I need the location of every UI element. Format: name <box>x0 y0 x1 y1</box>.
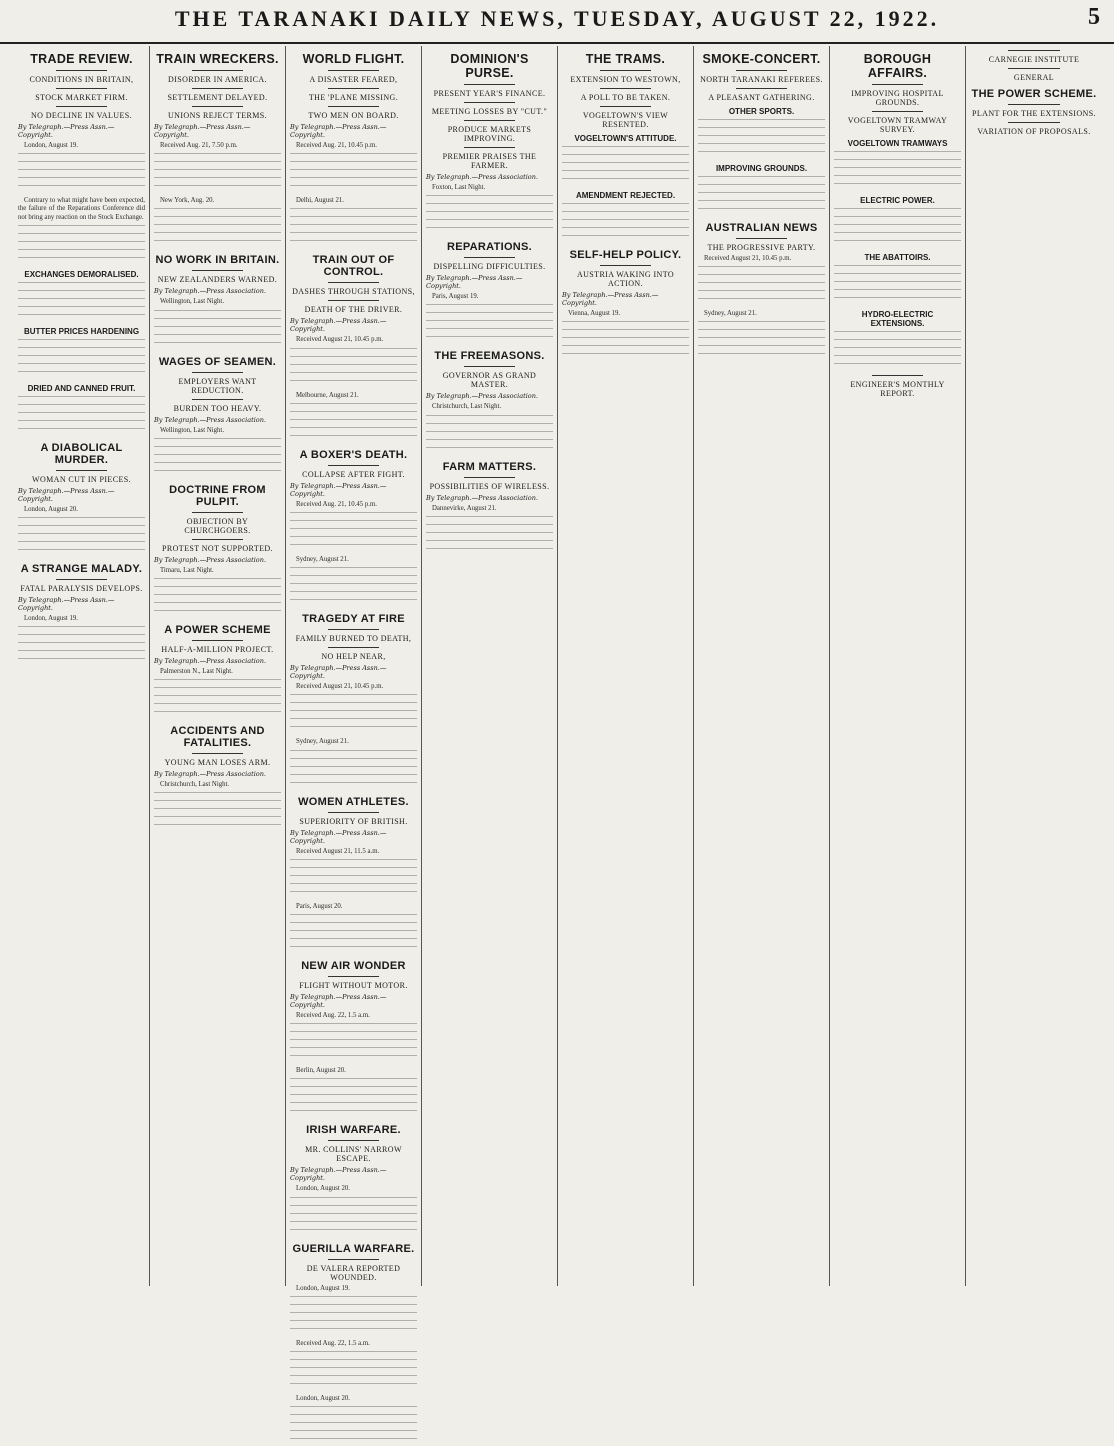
article-subhead: UNIONS REJECT TERMS. <box>167 111 268 120</box>
divider <box>600 70 651 71</box>
article-subhead: A PLEASANT GATHERING. <box>708 93 815 102</box>
article-subhead: FAMILY BURNED TO DEATH, <box>295 634 412 644</box>
article-dateline: By Telegraph.—Press Assn.—Copyright. <box>290 123 387 139</box>
body-text-lines <box>562 203 689 243</box>
article-subhead: AUSTRIA WAKING INTO ACTION. <box>576 270 675 288</box>
body-text-lines <box>18 225 145 265</box>
article <box>290 796 417 954</box>
body-text-lines <box>18 339 145 379</box>
divider <box>464 84 515 85</box>
article-paragraph: HYDRO-ELECTRIC EXTENSIONS. <box>861 310 934 328</box>
body-text-lines <box>426 304 553 344</box>
body-text-lines <box>290 567 417 607</box>
divider <box>1008 122 1059 123</box>
body-text-lines <box>18 153 145 193</box>
article-subhead: ENGINEER'S MONTHLY REPORT. <box>850 380 945 398</box>
article-subhead: WOMAN CUT IN PIECES. <box>32 474 131 484</box>
article-subhead: EMPLOYERS WANT REDUCTION. <box>178 376 257 395</box>
article-subhead: YOUNG MAN LOSES ARM. <box>164 758 271 768</box>
article-subhead: GENERAL <box>1013 73 1055 82</box>
article-headline: A DIABOLICAL MURDER. <box>40 441 123 466</box>
article-paragraph: Received August 21, 11.5 a.m. <box>296 847 380 855</box>
divider <box>192 270 243 271</box>
article-subhead: DE VALERA REPORTED WOUNDED. <box>306 1263 401 1282</box>
column-2 <box>150 46 286 1286</box>
body-text-lines <box>290 1406 417 1446</box>
article-paragraph: Vienna, August 19. <box>568 310 621 317</box>
body-text-lines <box>562 321 689 361</box>
article-subhead: VARIATION OF PROPOSALS. <box>977 127 1091 136</box>
body-text-lines <box>290 348 417 388</box>
divider <box>736 238 787 239</box>
article-paragraph: BUTTER PRICES HARDENING <box>23 326 140 336</box>
article-headline: A STRANGE MALADY. <box>20 563 143 576</box>
article-subhead: STOCK MARKET FIRM. <box>35 93 128 102</box>
article <box>834 52 961 371</box>
body-text-lines <box>18 517 145 557</box>
body-text-lines <box>834 331 961 371</box>
article <box>154 356 281 478</box>
article-paragraph: Received August 21, 10.45 p.m. <box>704 255 792 262</box>
masthead <box>0 0 1114 44</box>
article-headline: DOMINION'S PURSE. <box>450 52 529 80</box>
column-8 <box>966 46 1102 1286</box>
divider <box>192 539 243 540</box>
article-subhead: A POLL TO BE TAKEN. <box>580 93 671 102</box>
body-text-lines <box>698 176 825 216</box>
article-paragraph: Sydney, August 21. <box>296 556 349 564</box>
article-subhead: NEW ZEALANDERS WARNED. <box>157 275 278 285</box>
body-text-lines <box>834 151 961 191</box>
article-dateline: By Telegraph.—Press Assn.—Copyright. <box>290 664 387 681</box>
article-subhead: SETTLEMENT DELAYED. <box>167 93 268 102</box>
article-headline: A POWER SCHEME <box>164 624 271 637</box>
article-subhead: EXTENSION TO WESTOWN, <box>570 75 681 84</box>
article-subhead: DASHES THROUGH STATIONS, <box>292 287 415 297</box>
article <box>426 241 553 344</box>
divider <box>192 512 243 513</box>
body-text-lines <box>290 208 417 248</box>
article <box>18 563 145 666</box>
article-subhead: FATAL PARALYSIS DEVELOPS. <box>20 584 143 594</box>
article-subhead: BURDEN TOO HEAVY. <box>173 403 262 413</box>
divider <box>192 640 243 641</box>
divider <box>1008 50 1059 51</box>
body-text-lines <box>290 750 417 790</box>
divider <box>328 465 379 466</box>
article-headline: A BOXER'S DEATH. <box>299 448 408 461</box>
article-paragraph: EXCHANGES DEMORALISED. <box>24 269 139 279</box>
body-text-lines <box>154 438 281 478</box>
article-headline: NEW AIR WONDER <box>301 960 406 973</box>
article-paragraph: Sydney, August 21. <box>296 738 349 746</box>
body-text-lines <box>18 282 145 322</box>
article <box>290 613 417 789</box>
body-text-lines <box>290 512 417 552</box>
body-text-lines <box>290 859 417 899</box>
body-text-lines <box>154 208 281 248</box>
body-text-lines <box>154 679 281 719</box>
body-text-lines <box>562 146 689 186</box>
article <box>426 52 553 235</box>
article <box>698 222 825 361</box>
article-paragraph: London, August 19. <box>24 142 78 149</box>
column-4 <box>422 46 558 1286</box>
article <box>426 461 553 556</box>
body-text-lines <box>154 578 281 618</box>
divider <box>192 70 243 71</box>
article-dateline: By Telegraph.—Press Association. <box>154 415 266 424</box>
article-paragraph: Wellington, Last Night. <box>160 298 225 306</box>
article-subhead: SUPERIORITY OF BRITISH. <box>299 816 408 826</box>
article-paragraph: London, August 20. <box>296 1185 350 1193</box>
article <box>18 442 145 557</box>
article-headline: IRISH WARFARE. <box>306 1124 401 1137</box>
body-text-lines <box>426 516 553 556</box>
article-subhead: GOVERNOR AS GRAND MASTER. <box>442 371 537 390</box>
article-headline: WAGES OF SEAMEN. <box>158 355 277 368</box>
divider <box>192 372 243 373</box>
article-paragraph: Palmerston N., Last Night. <box>160 668 233 676</box>
article-paragraph: Berlin, August 20. <box>296 1067 346 1075</box>
article-paragraph: ELECTRIC POWER. <box>860 196 935 205</box>
column-6 <box>694 46 830 1286</box>
article-paragraph: Timaru, Last Night. <box>160 566 214 574</box>
article <box>290 1124 417 1236</box>
divider <box>600 265 651 266</box>
article <box>154 52 281 248</box>
article <box>154 624 281 719</box>
article-subhead: IMPROVING HOSPITAL GROUNDS. <box>851 89 944 107</box>
article-paragraph: Received Aug. 22, 1.5 a.m. <box>296 1012 370 1020</box>
divider <box>872 375 923 376</box>
body-text-lines <box>290 694 417 734</box>
divider <box>464 147 515 148</box>
article-paragraph: IMPROVING GROUNDS. <box>715 164 808 173</box>
divider <box>192 399 243 400</box>
divider <box>600 106 651 107</box>
body-text-lines <box>698 119 825 159</box>
article-headline: WOMEN ATHLETES. <box>298 795 409 808</box>
article-dateline: By Telegraph.—Press Assn.—Copyright. <box>18 123 115 139</box>
body-text-lines <box>290 1078 417 1118</box>
article-paragraph: Christchurch, Last Night. <box>160 781 230 789</box>
article-paragraph: AMENDMENT REJECTED. <box>575 191 676 200</box>
article-paragraph: Received Aug. 21, 10.45 p.m. <box>296 500 377 508</box>
article-paragraph: Dannevirke, August 21. <box>432 504 497 512</box>
article-paragraph: Paris, August 19. <box>432 293 479 301</box>
body-text-lines <box>18 396 145 436</box>
divider <box>600 88 651 89</box>
article-headline: BOROUGH AFFAIRS. <box>863 52 932 80</box>
divider <box>1008 104 1059 105</box>
article-paragraph: Delhi, August 21. <box>296 197 344 205</box>
article-dateline: By Telegraph.—Press Assn.—Copyright. <box>154 123 251 139</box>
article-paragraph: London, August 20. <box>24 505 78 513</box>
divider <box>192 88 243 89</box>
divider <box>56 106 107 107</box>
body-text-lines <box>154 310 281 350</box>
article-subhead: MR. COLLINS' NARROW ESCAPE. <box>305 1145 402 1164</box>
article-subhead: VOGELTOWN TRAMWAY SURVEY. <box>847 116 948 134</box>
masthead-title: THE TARANAKI DAILY NEWS, TUESDAY, AUGUST 22, 1922. <box>174 6 940 31</box>
divider <box>328 647 379 648</box>
article-headline: NO WORK IN BRITAIN. <box>155 254 280 267</box>
article-dateline: By Telegraph.—Press Association. <box>154 555 266 564</box>
article-subhead: POSSIBILITIES OF WIRELESS. <box>429 481 550 491</box>
article-paragraph: London, August 19. <box>296 1284 350 1292</box>
article-paragraph: THE ABATTOIRS. <box>864 253 931 262</box>
article <box>970 50 1098 82</box>
divider <box>328 812 379 813</box>
article-subhead: PRODUCE MARKETS IMPROVING. <box>447 125 532 143</box>
article-subhead: NORTH TARANAKI REFEREES. <box>700 75 823 84</box>
article-subhead: PROTEST NOT SUPPORTED. <box>162 543 273 553</box>
article-subhead: A DISASTER FEARED, <box>309 75 398 84</box>
divider <box>464 257 515 258</box>
divider <box>328 629 379 630</box>
article-subhead: NO DECLINE IN VALUES. <box>31 111 132 120</box>
article <box>970 88 1098 136</box>
article-dateline: By Telegraph.—Press Assn.—Copyright. <box>426 274 523 291</box>
article-headline: THE TRAMS. <box>585 52 666 66</box>
article-headline: DOCTRINE FROM PULPIT. <box>169 483 266 508</box>
divider <box>192 753 243 754</box>
divider <box>872 111 923 112</box>
divider <box>464 477 515 478</box>
article-paragraph: Received Aug. 22, 1.5 a.m. <box>296 1339 370 1347</box>
article-subhead: THE PROGRESSIVE PARTY. <box>707 243 816 252</box>
body-text-lines <box>290 153 417 193</box>
article-subhead: VOGELTOWN'S VIEW RESENTED. <box>582 111 669 129</box>
body-text-lines <box>290 914 417 954</box>
article-subhead: THE 'PLANE MISSING. <box>308 93 399 102</box>
article-headline: THE FREEMASONS. <box>434 350 545 363</box>
article-paragraph: Received Aug. 21, 7.50 p.m. <box>160 142 238 149</box>
body-text-lines <box>290 1296 417 1336</box>
article-headline: TRAIN WRECKERS. <box>156 52 279 66</box>
divider <box>56 88 107 89</box>
article-subhead: NO HELP NEAR, <box>321 652 386 662</box>
body-text-lines <box>154 153 281 193</box>
article-headline: TRAGEDY AT FIRE <box>302 613 405 626</box>
divider <box>328 300 379 301</box>
divider <box>328 106 379 107</box>
divider <box>56 70 107 71</box>
article-dateline: By Telegraph.—Press Assn.—Copyright. <box>18 486 115 503</box>
article-subhead: PLANT FOR THE EXTENSIONS. <box>972 109 1096 118</box>
article <box>562 52 689 243</box>
article <box>290 254 417 442</box>
article-headline: GUERILLA WARFARE. <box>292 1242 415 1255</box>
article-headline: TRADE REVIEW. <box>30 52 133 66</box>
article-dateline: By Telegraph.—Press Assn.—Copyright. <box>18 596 115 613</box>
article-subhead: DISPELLING DIFFICULTIES. <box>433 262 546 272</box>
column-3 <box>286 46 422 1403</box>
body-text-lines <box>290 1023 417 1063</box>
body-text-lines <box>834 265 961 305</box>
article-paragraph: Melbourne, August 21. <box>296 391 359 399</box>
divider <box>192 106 243 107</box>
article-paragraph: Received August 21, 10.45 p.m. <box>296 336 384 344</box>
article-headline: ACCIDENTS AND FATALITIES. <box>170 725 265 750</box>
divider <box>328 282 379 283</box>
article-headline: THE POWER SCHEME. <box>971 88 1097 100</box>
article <box>154 725 281 832</box>
article-paragraph: London, August 20. <box>296 1395 350 1403</box>
divider <box>736 88 787 89</box>
article-headline: SELF-HELP POLICY. <box>569 249 682 261</box>
article <box>18 52 145 436</box>
article-dateline: By Telegraph.—Press Association. <box>154 657 266 666</box>
article <box>562 249 689 361</box>
article-headline: SMOKE-CONCERT. <box>702 52 821 66</box>
column-5 <box>558 46 694 1286</box>
article <box>290 52 417 248</box>
article <box>426 350 553 454</box>
divider <box>328 976 379 977</box>
article-paragraph: London, August 19. <box>24 615 78 623</box>
article <box>154 254 281 349</box>
article <box>290 960 417 1118</box>
article-subhead: TWO MEN ON BOARD. <box>308 111 399 120</box>
article-paragraph: VOGELTOWN TRAMWAYS <box>847 139 948 148</box>
article-headline: FARM MATTERS. <box>442 460 537 473</box>
divider <box>464 102 515 103</box>
article-dateline: By Telegraph.—Press Assn.—Copyright. <box>290 317 387 334</box>
article-paragraph: Wellington, Last Night. <box>160 426 225 434</box>
divider <box>328 70 379 71</box>
article-paragraph: Received Aug. 21, 10.45 p.m. <box>296 142 377 149</box>
article-subhead: PRESENT YEAR'S FINANCE. <box>433 89 546 98</box>
body-text-lines <box>290 403 417 443</box>
article-paragraph: OTHER SPORTS. <box>728 107 795 116</box>
article-dateline: By Telegraph.—Press Assn.—Copyright. <box>562 291 659 307</box>
article-paragraph: Contrary to what might have been expected, the failure of the Reparations Conference did not bring any reaction on the Stock Exchange. <box>18 197 145 221</box>
article <box>290 449 417 607</box>
article-headline: REPARATIONS. <box>446 241 533 254</box>
divider <box>328 88 379 89</box>
body-text-lines <box>154 792 281 832</box>
article-subhead: FLIGHT WITHOUT MOTOR. <box>299 981 408 991</box>
article <box>154 484 281 618</box>
article <box>698 52 825 216</box>
article-paragraph: Paris, August 20. <box>296 902 343 910</box>
article-paragraph: Sydney, August 21. <box>704 310 757 318</box>
divider <box>464 366 515 367</box>
column-1 <box>14 46 150 1286</box>
article-subhead: CONDITIONS IN BRITAIN, <box>29 75 134 84</box>
body-text-lines <box>290 1351 417 1391</box>
body-text-lines <box>834 208 961 248</box>
article-headline: AUSTRALIAN NEWS <box>705 222 818 234</box>
article-dateline: By Telegraph.—Press Assn.—Copyright. <box>290 993 387 1010</box>
body-text-lines <box>426 195 553 235</box>
article-paragraph: Christchurch, Last Night. <box>432 403 502 411</box>
page-number: 5 <box>1088 4 1100 30</box>
article-subhead: DEATH OF THE DRIVER. <box>304 305 403 315</box>
divider <box>328 1259 379 1260</box>
article-subhead: PREMIER PRAISES THE FARMER. <box>442 152 537 170</box>
divider <box>328 1140 379 1141</box>
article <box>834 375 961 398</box>
article-subhead: OBJECTION BY CHURCHGOERS. <box>184 516 251 535</box>
article-subhead: CARNEGIE INSTITUTE <box>988 55 1080 64</box>
body-text-lines <box>698 321 825 361</box>
article-dateline: By Telegraph.—Press Association. <box>426 392 538 401</box>
article-dateline: By Telegraph.—Press Association. <box>154 770 266 779</box>
article-dateline: By Telegraph.—Press Association. <box>426 493 538 502</box>
article-paragraph: New York, Aug. 20. <box>160 197 215 205</box>
article <box>290 1243 417 1446</box>
divider <box>736 70 787 71</box>
body-text-lines <box>18 626 145 666</box>
newspaper-columns <box>14 46 1104 1403</box>
article-paragraph: VOGELTOWN'S ATTITUDE. <box>574 134 677 143</box>
divider <box>464 120 515 121</box>
body-text-lines <box>698 266 825 306</box>
article-subhead: DISORDER IN AMERICA. <box>168 75 267 84</box>
article-dateline: By Telegraph.—Press Assn.—Copyright. <box>290 828 387 845</box>
article-subhead: MEETING LOSSES BY "CUT." <box>431 107 548 116</box>
divider <box>56 470 107 471</box>
article-dateline: By Telegraph.—Press Assn.—Copyright. <box>290 1166 387 1183</box>
article-paragraph: Received August 21, 10.45 p.m. <box>296 683 384 691</box>
divider <box>1008 68 1059 69</box>
article-dateline: By Telegraph.—Press Assn.—Copyright. <box>290 481 387 498</box>
divider <box>872 84 923 85</box>
divider <box>56 579 107 580</box>
article-paragraph: DRIED AND CANNED FRUIT. <box>27 383 136 393</box>
article-subhead: HALF-A-MILLION PROJECT. <box>161 645 274 655</box>
body-text-lines <box>426 415 553 455</box>
article-dateline: By Telegraph.—Press Association. <box>426 173 538 181</box>
body-text-lines <box>290 1197 417 1237</box>
article-subhead: COLLAPSE AFTER FIGHT. <box>302 469 405 479</box>
article-dateline: By Telegraph.—Press Association. <box>154 287 266 296</box>
article-headline: TRAIN OUT OF CONTROL. <box>312 254 395 279</box>
article-paragraph: Foxton, Last Night. <box>432 184 486 191</box>
article-headline: WORLD FLIGHT. <box>302 52 405 66</box>
column-7 <box>830 46 966 1286</box>
